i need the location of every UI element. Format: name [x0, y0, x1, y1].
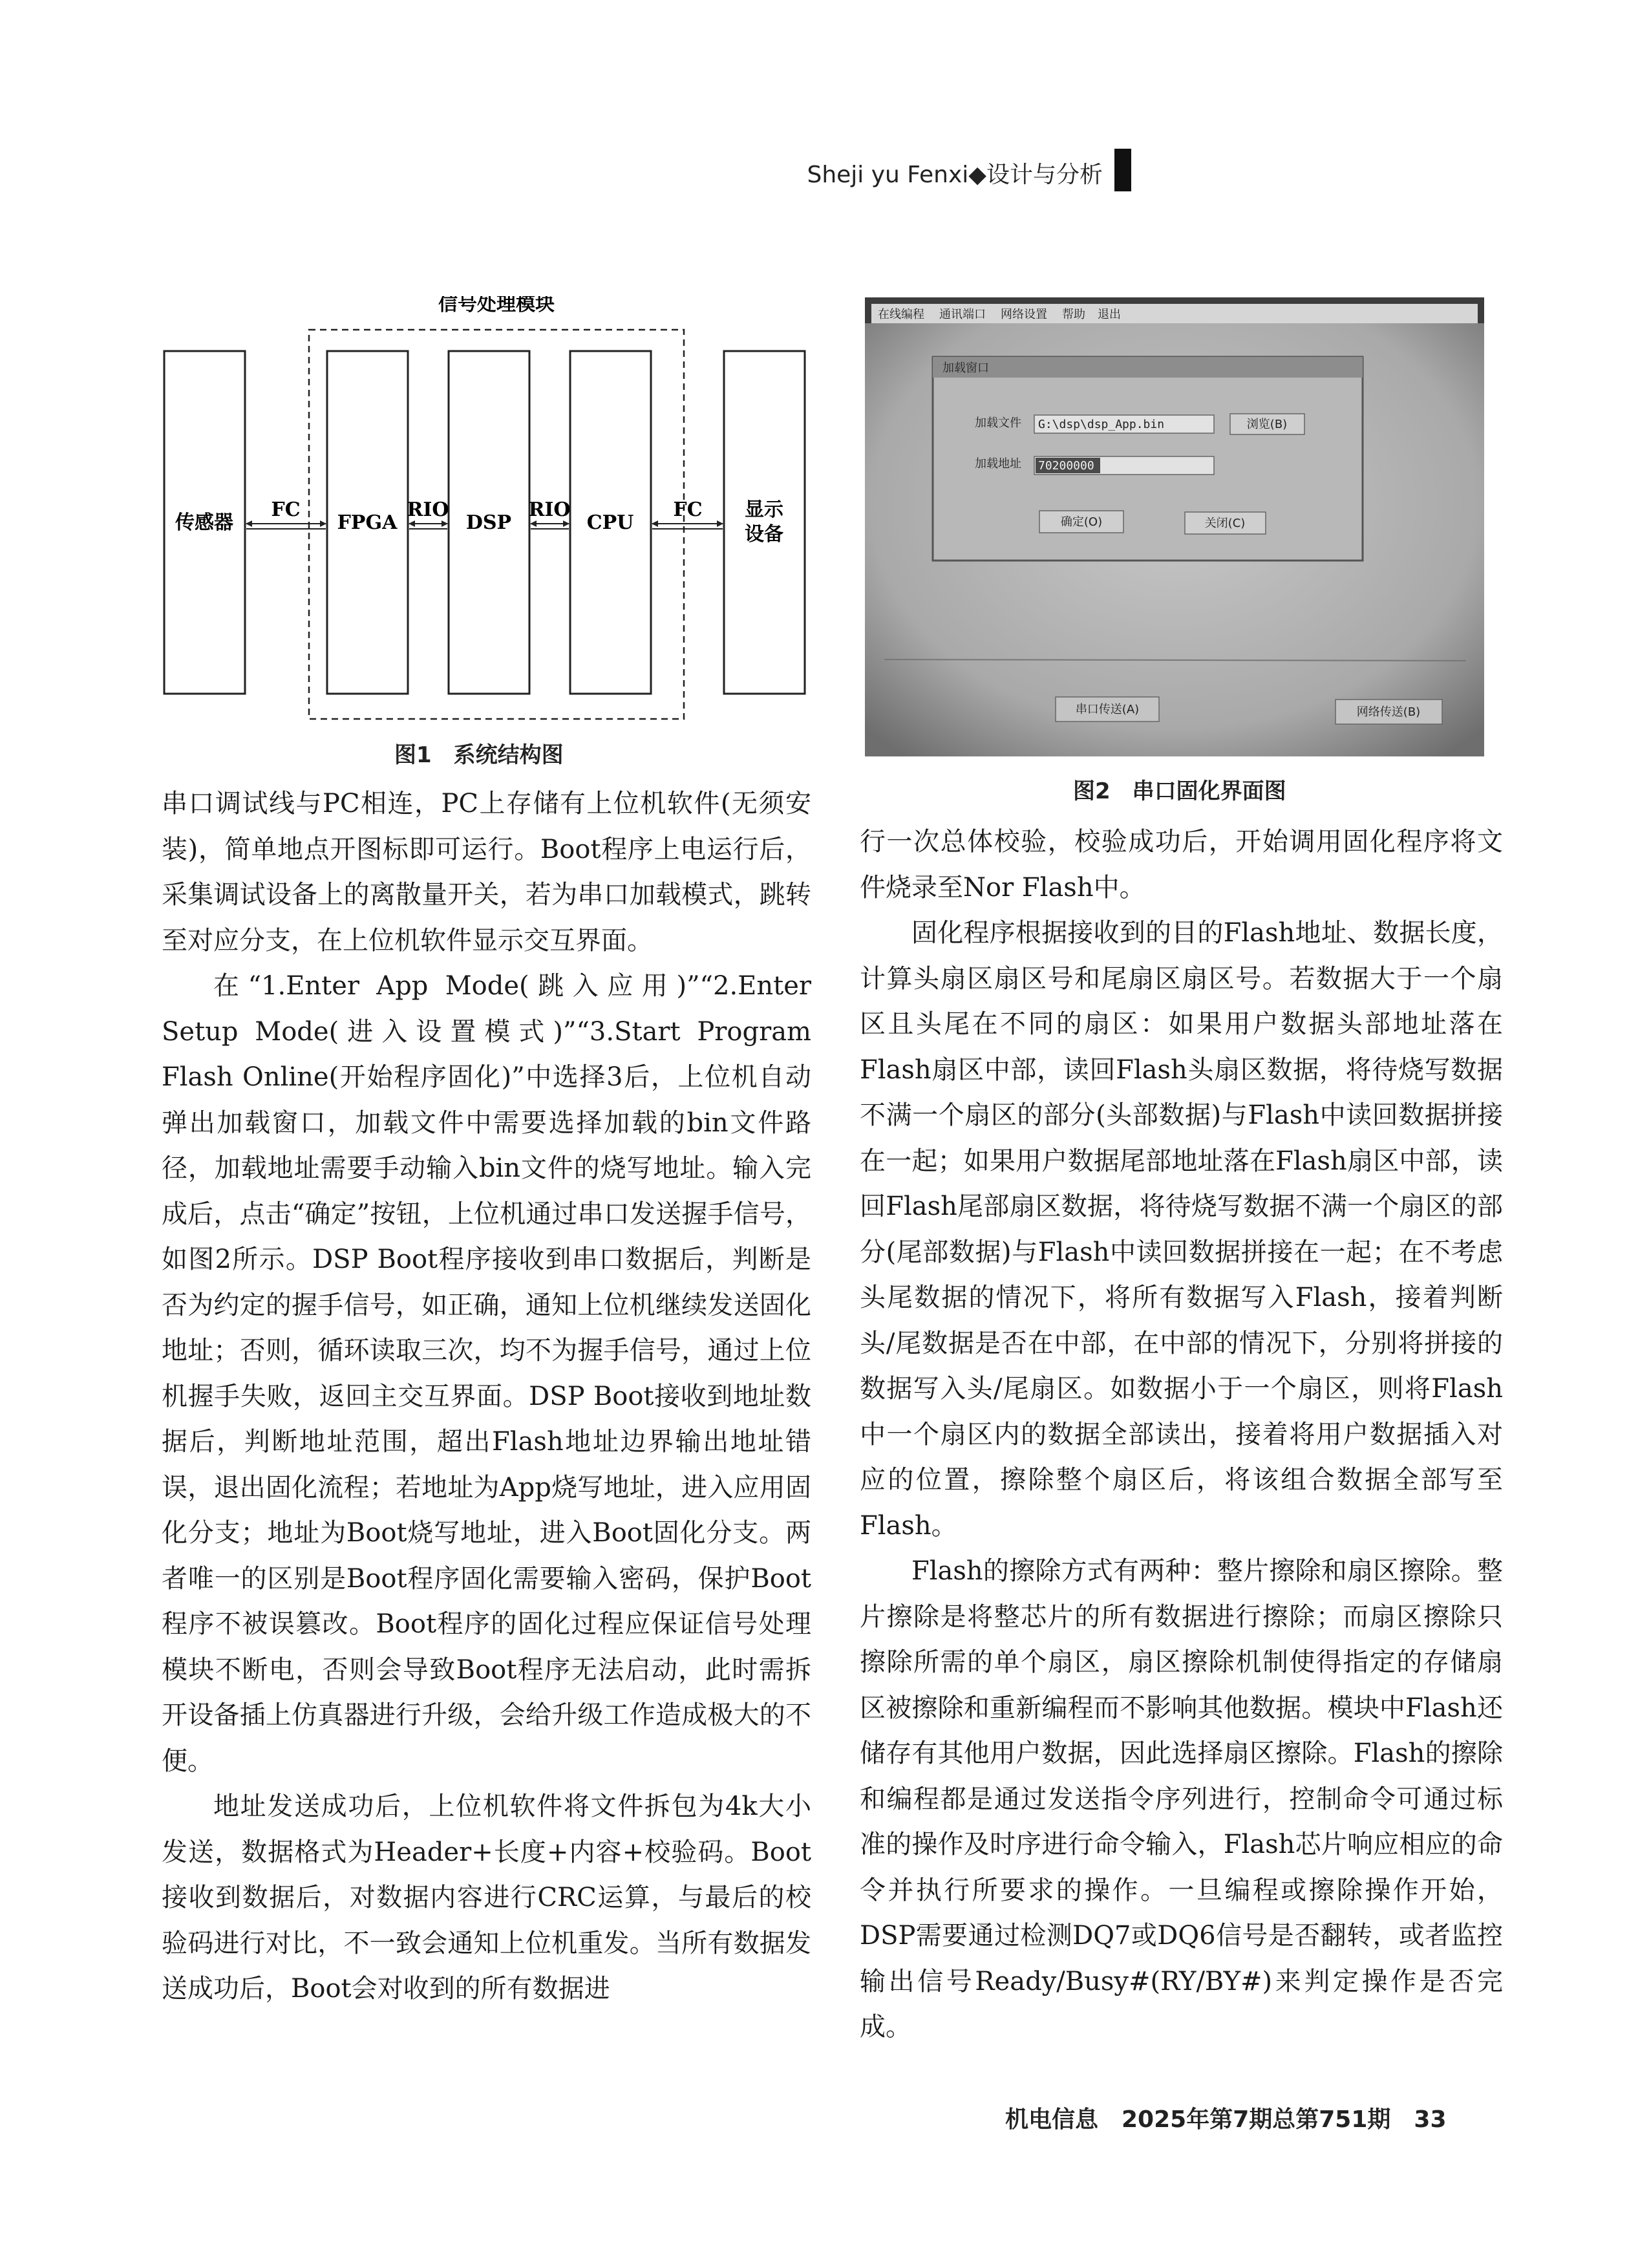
right-paragraph-2: 固化程序根据接收到的目的Flash地址、数据长度，计算头扇区扇区号和尾扇区扇区号。若数据大于一个扇区且头尾在不同的扇区：如果用户数据头部地址落在Flash扇区中部，读回Flash头扇区数据，将待烧写数据不满一个扇区的部分(头部数据)与Flash中读回数据拼接在一起；如果用户数据尾部地址落在Flash扇区中部，读回Flash尾部扇区数据，将待烧写数据不满一个扇区的部分(尾部数据)与Flash中读回数据拼接在一起；在不考虑头尾数据的情况下，将所有数据写入Flash，接着判断头/尾数据是否在中部，在中部的情况下，分别将拼接的数据写入头/尾扇区。如数据小于一个扇区，则将Flash中一个扇区内的数据全部读出，接着将用户数据插入对应的位置，擦除整个扇区后，将该组合数据全部写至Flash。	[860, 918, 1503, 1541]
cpu-label: CPU	[586, 511, 634, 534]
link-label-fc-1: FC	[271, 498, 301, 521]
sensor-label: 传感器	[175, 511, 233, 534]
display-box	[724, 351, 805, 694]
fpga-label: FPGA	[337, 511, 398, 534]
ok-button-label: 确定(O)	[1060, 515, 1103, 529]
header-bar	[1114, 149, 1131, 191]
menu-item-comm-port[interactable]: 通讯端口	[939, 308, 986, 321]
link-fc-2	[652, 524, 723, 529]
right-paragraph-3: Flash的擦除方式有两种：整片擦除和扇区擦除。整片擦除是将整芯片的所有数据进行擦除；而扇区擦除只擦除所需的单个扇区，扇区擦除机制使得指定的存储扇区被擦除和重新编程而不影响其他数据。模块中Flash还储存有其他用户数据，因此选择扇区擦除。Flash的擦除和编程都是通过发送指令序列进行，控制命令可通过标准的操作及时序进行命令输入，Flash芯片响应相应的命令并执行所要求的操作。一旦编程或擦除操作开始，DSP需要通过检测DQ7或DQ6信号是否翻转，或者监控输出信号Ready/Busy#(RY/BY#)来判定操作是否完成。	[860, 1556, 1503, 2042]
dialog-title: 加载窗口	[942, 361, 989, 375]
module-label: 信号处理模块	[438, 296, 555, 316]
file-label: 加载文件	[975, 416, 1021, 430]
link-rio-2	[531, 524, 569, 529]
header-text: Sheji yu Fenxi◆设计与分析	[807, 162, 1103, 188]
display-label-line2: 设备	[745, 523, 783, 546]
display-label-line1: 显示	[745, 498, 783, 521]
figure-1-caption: 图1 系统结构图	[394, 742, 564, 768]
menu-item-network[interactable]: 网络设置	[1001, 308, 1047, 321]
menu-item-exit[interactable]: 退出	[1098, 308, 1121, 321]
link-rio-1	[409, 524, 447, 529]
menu-item-help[interactable]: 帮助	[1062, 308, 1085, 321]
dsp-label: DSP	[465, 511, 512, 534]
right-paragraph-1: 行一次总体校验，校验成功后，开始调用固化程序将文件烧录至Nor Flash中。	[860, 827, 1503, 903]
close-button-label: 关闭(C)	[1204, 517, 1246, 530]
network-send-label: 网络传送(B)	[1356, 705, 1421, 719]
dialog-title-bar	[933, 357, 1363, 378]
figure-1	[160, 296, 813, 775]
load-dialog	[933, 357, 1363, 561]
browse-button-label: 浏览(B)	[1246, 418, 1288, 431]
right-column	[860, 819, 1503, 2050]
system-structure-diagram	[160, 296, 813, 775]
address-input-value: 70200000	[1038, 459, 1094, 473]
address-label: 加载地址	[975, 457, 1021, 471]
link-fc-1	[246, 524, 326, 529]
menu-item-online-program[interactable]: 在线编程	[878, 308, 924, 321]
link-label-rio-1: RIO	[407, 498, 449, 521]
link-label-fc-2: FC	[673, 498, 703, 521]
serial-flash-ui-photo	[865, 297, 1484, 756]
serial-send-label: 串口传送(A)	[1075, 703, 1140, 716]
left-paragraph-1: 串口调试线与PC相连，PC上存储有上位机软件(无须安装)，简单地点开图标即可运行。Boot程序上电运行后，采集调试设备上的离散量开关，若为串口加载模式，跳转至对应分支，在上位机软件显示交互界面。	[162, 789, 811, 956]
figure-2-caption: 图2 串口固化界面图	[1073, 778, 1286, 804]
file-input-value: G:\dsp\dsp_App.bin	[1038, 418, 1165, 431]
figure-2	[865, 297, 1484, 756]
page-footer: 机电信息 2025年第7期总第751期 33	[1005, 2106, 1447, 2133]
link-label-rio-2: RIO	[528, 498, 571, 521]
left-paragraph-3: 地址发送成功后，上位机软件将文件拆包为4k大小发送，数据格式为Header+长度+内容+校验码。Boot接收到数据后，对数据内容进行CRC运算，与最后的校验码进行对比，不一致会通知上位机重发。当所有数据发送成功后，Boot会对收到的所有数据进	[162, 1792, 811, 2004]
left-column	[162, 781, 811, 2012]
left-paragraph-2: 在“1.Enter App Mode(跳入应用)”“2.Enter Setup Mode(进入设置模式)”“3.Start Program Flash Online(开始程序固化)”中选择3后，上位机自动弹出加载窗口，加载文件中需要选择加载的bin文件路径，加载地址需要手动输入bin文件的烧写地址。输入完成后，点击“确定”按钮，上位机通过串口发送握手信号，如图2所示。DSP Boot程序接收到串口数据后，判断是否为约定的握手信号，如正确，通知上位机继续发送固化地址；否则，循环读取三次，均不为握手信号，通过上位机握手失败，返回主交互界面。DSP Boot接收到地址数据后，判断地址范围，超出Flash地址边界输出地址错误，退出固化流程；若地址为App烧写地址，进入应用固化分支；地址为Boot烧写地址，进入Boot固化分支。两者唯一的区别是Boot程序固化需要输入密码，保护Boot程序不被误篡改。Boot程序的固化过程应保证信号处理模块不断电，否则会导致Boot程序无法启动，此时需拆开设备插上仿真器进行升级，会给升级工作造成极大的不便。	[162, 971, 811, 1776]
